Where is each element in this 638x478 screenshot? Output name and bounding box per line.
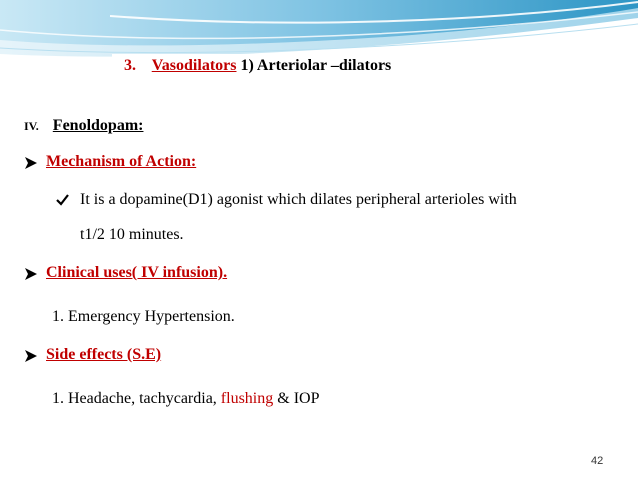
- side-effects-heading: Side effects (S.E): [46, 346, 162, 363]
- slide-title: [124, 57, 391, 75]
- mechanism-text-line2: t1/2 10 minutes.: [80, 226, 184, 243]
- arrowhead-bullet-icon: [24, 156, 38, 170]
- side-effects-item-prefix: 1. Headache, tachycardia,: [52, 390, 221, 407]
- section-title: Fenoldopam:: [52, 117, 144, 134]
- side-effects-item: [52, 390, 319, 408]
- title-rest: 1) Arteriolar –dilators: [236, 57, 392, 74]
- checkmark-icon: [56, 193, 69, 206]
- page-number: 42: [591, 455, 604, 467]
- side-effects-item-red: flushing: [220, 390, 274, 407]
- clinical-uses-heading: Clinical uses( IV infusion).: [46, 264, 228, 281]
- arrowhead-bullet-icon: [24, 349, 38, 363]
- section-heading: [24, 117, 143, 135]
- title-number: 3.: [124, 57, 136, 74]
- mechanism-text-line1: It is a dopamine(D1) agonist which dilates peripheral arterioles with: [80, 191, 517, 208]
- side-effects-item-suffix: & IOP: [273, 390, 320, 407]
- mechanism-heading: Mechanism of Action:: [46, 153, 197, 170]
- title-highlight: Vasodilators: [151, 57, 237, 74]
- clinical-uses-item: 1. Emergency Hypertension.: [52, 308, 235, 325]
- section-number: IV.: [24, 119, 39, 133]
- arrowhead-bullet-icon: [24, 267, 38, 281]
